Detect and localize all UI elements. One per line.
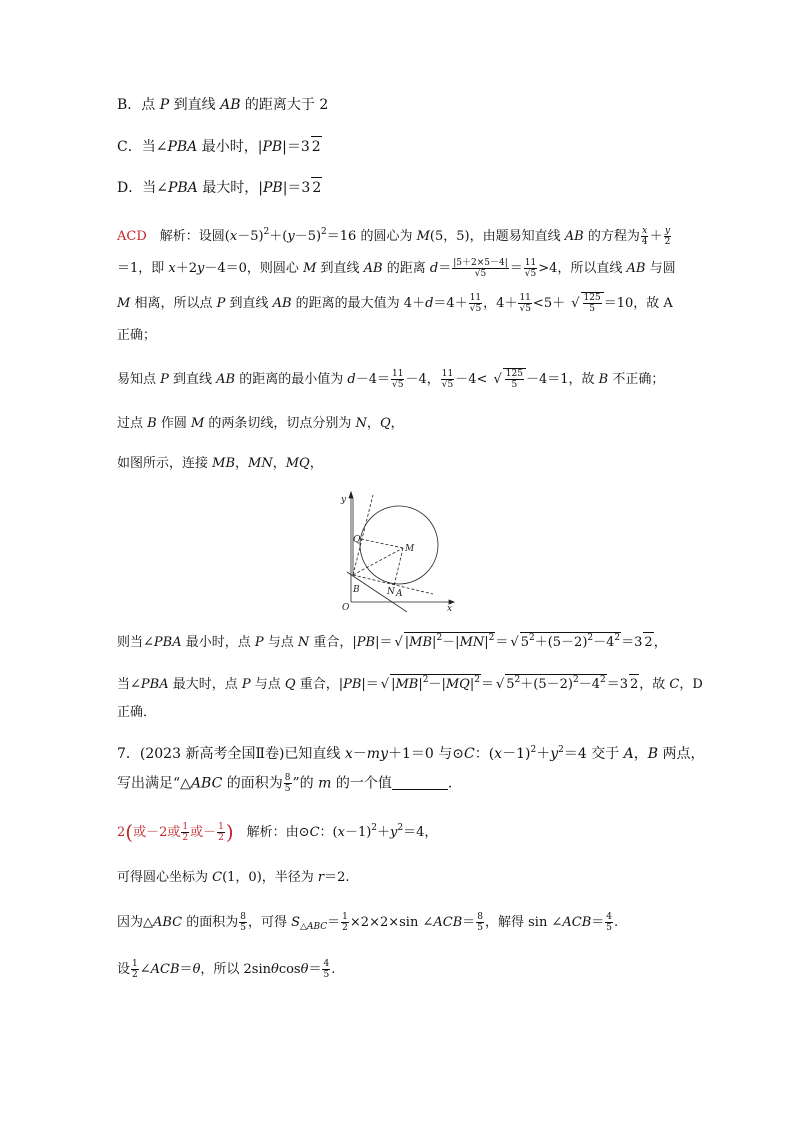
label-m: M [405, 544, 415, 554]
solution6-line2: ＝1，即 x＋2y－4＝0，则圆心 M 到直线 AB 的距离 d＝ $\frac{|5+2\times 5-4|}{√5}$ ＝ $\frac{11}{√5}$ >4，所以直线 AB 与圆 [117, 258, 676, 279]
solution7-line1: 2(或－2或 $\frac{1}{2}$ 或－ $\frac{1}{2}$ ) 解析：由⊙C：$(x-1)^2+y^2=4$， [117, 820, 438, 844]
solution6-line7: 如图所示，连接 MB，MN，MQ， [117, 456, 323, 471]
solution6-line3: M 相离，所以点 P 到直线 AB 的距离的最大值为 4＋d＝4＋ $\frac{11}{√5}$ ，4＋ $\frac{11}{√5}$ <5＋ √ $\frac{125}{5}$ ＝10，故 A [117, 293, 673, 314]
solution6-line1: ACD 解析：设圆$(x-5)^2+(y-5)^2=16$ 的圆心为 M(5，5)，由题易知直线 AB 的方程为 $\frac{x}{4}$ ＋ $\frac{y}{2}$ [117, 226, 671, 247]
label-y: y [341, 495, 347, 505]
solution7-answer: 2(或－2或 $\frac{1}{2}$ 或－ $\frac{1}{2}$ ) [117, 820, 234, 844]
solution7-line3: 因为△ABC 的面积为 $\frac{8}{5}$ ，可得 $S_{\triangle ABC}=$ $\frac{1}{2}$ ×2×2×sin ∠ACB＝ $\frac{8}{5}$ ，解得 sin ∠ACB＝ $\frac{4}{5}$ . [117, 912, 619, 933]
q7-line2: 写出满足“△ABC 的面积为 $\frac{8}{5}$ ”的 m 的一个值 . [117, 773, 453, 794]
y-arrow [349, 492, 353, 498]
label-a: A [396, 589, 403, 599]
solution6-line10: 正确． [117, 705, 157, 720]
option-c: C．当∠PBA 最小时，|PB|＝3 2 [117, 136, 322, 157]
segment-mn [394, 548, 403, 586]
label-x: x [447, 604, 453, 612]
label-o: O [342, 603, 350, 612]
option-d: D．当∠PBA 最大时，|PB|＝3 2 [117, 177, 322, 198]
answer-blank[interactable] [392, 777, 448, 790]
circle-m [360, 506, 438, 584]
geometry-figure [337, 490, 457, 612]
solution6-line9: 当∠PBA 最大时，点 P 与点 Q 重合，|PB|＝ √ $|MB|^2-|MQ|^2=$ √ $5^2+(5-2)^2-4^2=3$ 2，故 C，D [117, 674, 703, 695]
segment-mq [361, 539, 403, 548]
option-b: B．点 P 到直线 AB 的距离大于 2 [117, 97, 329, 113]
label-q: Q [353, 535, 361, 545]
solution7-line4: 设 $\frac{1}{2}$ ∠ACB＝θ，所以 2sinθcosθ＝ $\frac{4}{5}$ . [117, 959, 336, 980]
solution6-line6: 过点 B 作圆 M 的两条切线，切点分别为 N，Q， [117, 416, 404, 431]
label-b: B [353, 585, 360, 595]
solution6-line8: 则当∠PBA 最小时，点 P 与点 N 重合，|PB|＝ √ $|MB|^2-|MN|^2=$ √ $5^2+(5-2)^2-4^2=3$ 2， [117, 632, 667, 653]
solution7-line2: 可得圆心坐标为 C(1，0)，半径为 r＝2. [117, 870, 350, 885]
q7-line1: 7．(2023 新高考全国Ⅱ卷)已知直线 x－my＋1＝0 与⊙C：$(x-1)^2+y^2=4$ 交于 A，B 两点， [117, 745, 705, 762]
solution6-line5: 易知点 P 到直线 AB 的距离的最小值为 d－4＝ $\frac{11}{√5}$ －4， $\frac{11}{√5}$ －4< √ $\frac{125}{5}$ －4＝1，故 B 不正确； [117, 369, 665, 390]
solution6-answer: ACD [117, 229, 147, 244]
label-n: N [387, 587, 395, 597]
solution6-line4: 正确； [117, 328, 157, 343]
